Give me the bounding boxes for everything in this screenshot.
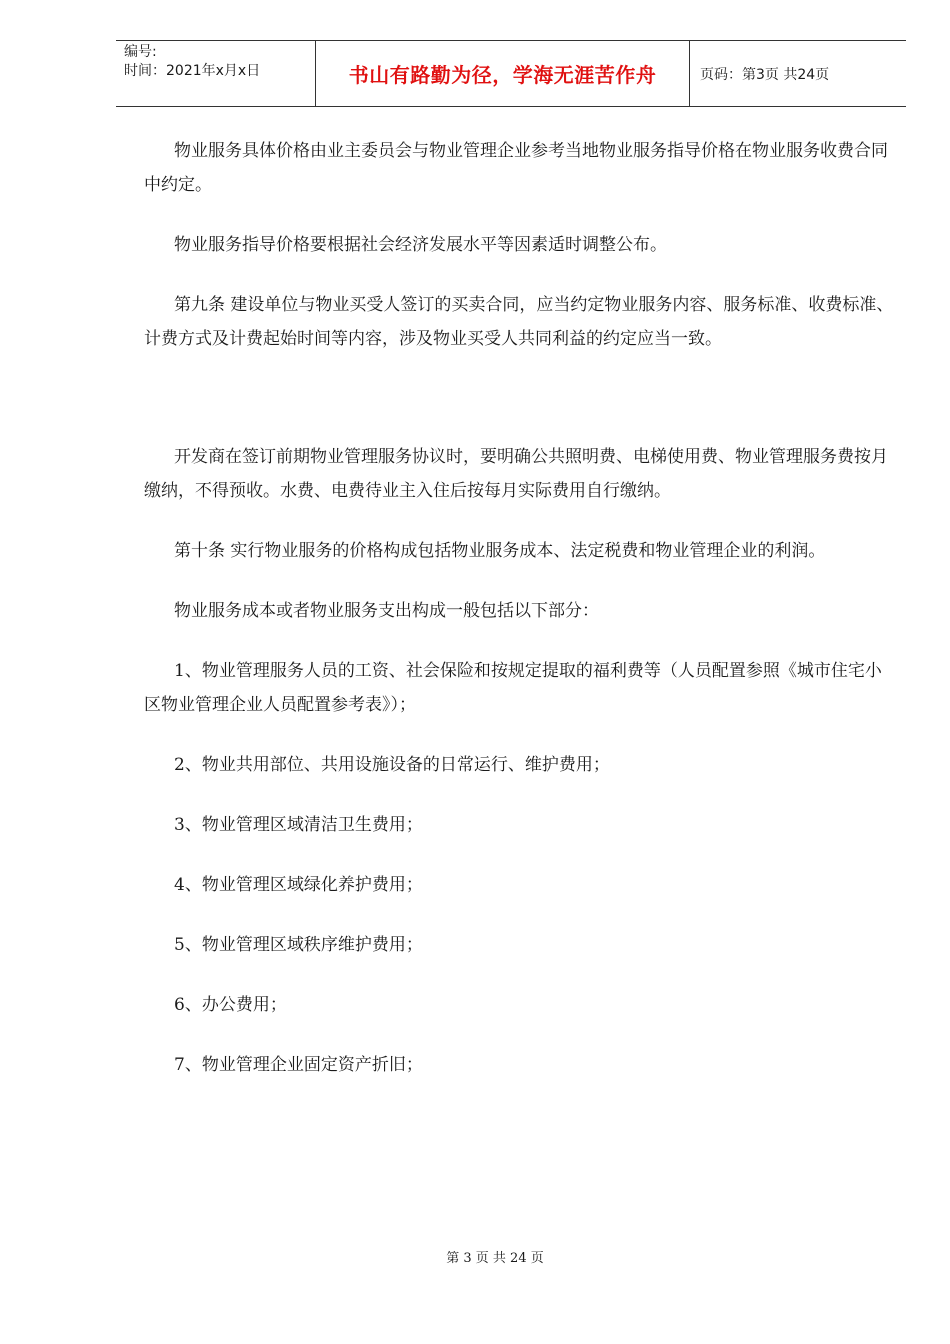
paragraph-price-agreement: 物业服务具体价格由业主委员会与物业管理企业参考当地物业服务指导价格在物业服务收费合同中约定。 <box>144 141 888 195</box>
paragraph-guide-price: 物业服务指导价格要根据社会经济发展水平等因素适时调整公布。 <box>174 235 667 255</box>
document-time-label: 时间：2021年x月x日 <box>124 63 261 79</box>
list-item-6: 6、办公费用； <box>174 995 287 1015</box>
paragraph-cost-components-intro: 物业服务成本或者物业服务支出构成一般包括以下部分： <box>174 601 599 621</box>
list-item-7: 7、物业管理企业固定资产折旧； <box>174 1055 423 1075</box>
document-header <box>116 40 906 107</box>
header-meta-cell <box>116 41 316 106</box>
document-body <box>144 134 894 1082</box>
list-item-1: 1、物业管理服务人员的工资、社会保险和按规定提取的福利费等（人员配置参照《城市住宅小区物业管理企业人员配置参考表》）； <box>144 661 882 715</box>
document-number-label: 编号: <box>124 44 157 60</box>
list-item-4: 4、物业管理区域绿化养护费用； <box>174 875 423 895</box>
header-page-cell <box>690 41 906 106</box>
paragraph-article-9: 第九条 建设单位与物业买受人签订的买卖合同，应当约定物业服务内容、服务标准、收费标准、计费方式及计费起始时间等内容，涉及物业买受人共同利益的约定应当一致。 <box>144 295 894 349</box>
header-motto: 书山有路勤为径，学海无涯苦作舟 <box>348 63 657 87</box>
paragraph-developer-agreement: 开发商在签订前期物业管理服务协议时，要明确公共照明费、电梯使用费、物业管理服务费按月缴纳，不得预收。水费、电费待业主入住后按每月实际费用自行缴纳。 <box>144 447 888 501</box>
footer-page-number: 第 3 页 共 24 页 <box>446 1251 544 1266</box>
header-motto-cell <box>316 41 690 106</box>
page-footer <box>0 1247 950 1266</box>
list-item-5: 5、物业管理区域秩序维护费用； <box>174 935 423 955</box>
list-item-2: 2、物业共用部位、共用设施设备的日常运行、维护费用； <box>174 755 610 775</box>
header-page-number: 页码：第3页 共24页 <box>700 66 830 83</box>
list-item-3: 3、物业管理区域清洁卫生费用； <box>174 815 423 835</box>
paragraph-article-10: 第十条 实行物业服务的价格构成包括物业服务成本、法定税费和物业管理企业的利润。 <box>174 541 826 561</box>
